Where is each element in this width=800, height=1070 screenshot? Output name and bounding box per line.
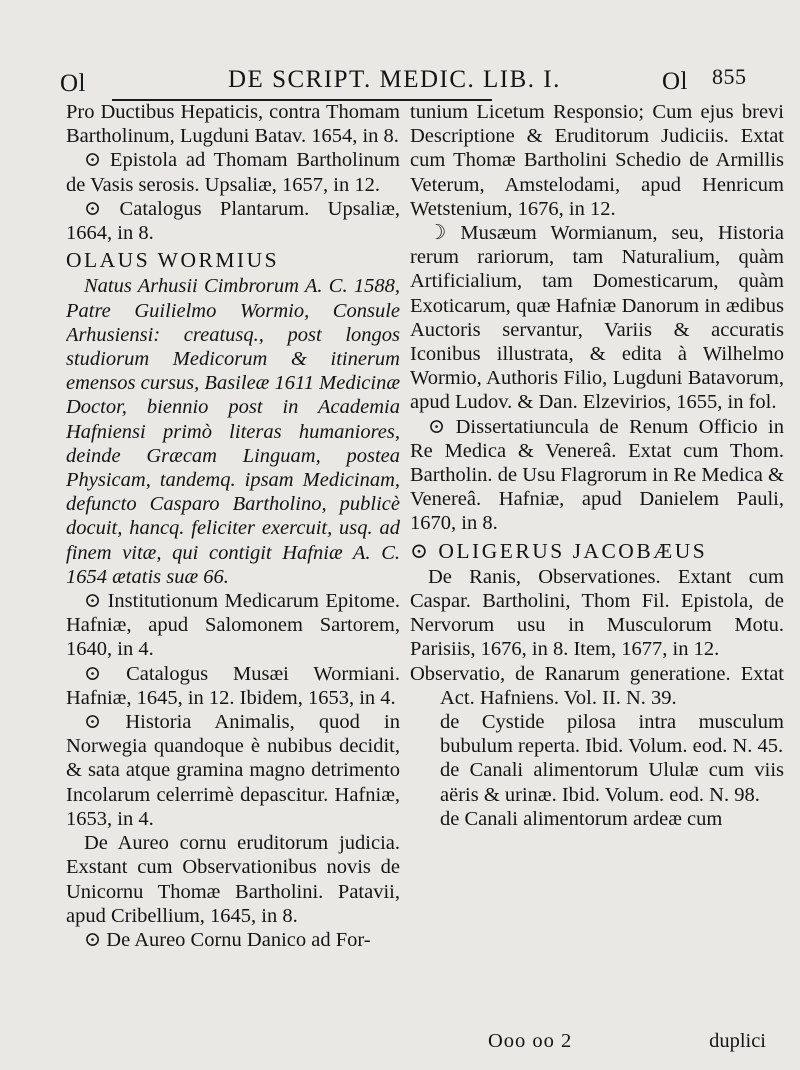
header-title: DE SCRIPT. MEDIC. LIB. I. — [228, 66, 561, 93]
signature-mark: Ooo oo 2 — [488, 1030, 573, 1052]
sub-entry: de Canali alimentorum ardeæ cum — [440, 807, 723, 830]
running-header — [60, 62, 765, 98]
left-column — [66, 100, 400, 1045]
work-entry: De Aureo cornu eruditorum judicia. Exstant cum Observationibus novis de Unicornu Thomæ Bartholini. Patavii, apud Cribellium, 1645, in 8. — [66, 832, 400, 927]
sub-entry: de Cystide pilosa intra musculum bubulum reperta. Ibid. Volum. eod. N. 45. — [440, 711, 784, 758]
work-entry: Observatio, de Ranarum generatione. Extat Act. Hafniens. Vol. II. N. 39. — [410, 662, 784, 709]
author-heading: OLAUS WORMIUS — [66, 248, 280, 273]
page-footer — [480, 1030, 780, 1058]
header-right-mark: Ol — [662, 68, 688, 95]
entry-text: ⊙ Epistola ad Thomam Bartholinum de Vasis serosis. Upsaliæ, 1657, in 12. — [66, 149, 400, 196]
entry-text: ⊙ Catalogus Plantarum. Upsaliæ, 1664, in 8. — [66, 197, 400, 245]
header-left-mark: Ol — [60, 70, 86, 97]
work-entry: ⊙ Catalogus Musæi Wormiani. Hafniæ, 1645, in 12. Ibidem, 1653, in 4. — [66, 662, 400, 709]
entry-text: ☽ Musæum Wormianum, seu, Historia rerum rariorum, tam Naturalium, quàm Artificialium, tam Domesticarum, quàm Exoticarum, quæ Hafniæ Danorum in ædibus Auctoris servantur, Variis & accuratis Iconibus illustrata, & edita à Wilhelmo Wormio, Authoris Filio, Lugduni Batavorum, apud Ludov. & Dan. Elzevirios, 1655, in fol. — [410, 222, 784, 414]
work-entry: ⊙ De Aureo Cornu Danico ad For- — [84, 928, 371, 951]
author-heading: ⊙ OLIGERUS JACOBÆUS — [410, 538, 708, 563]
work-entry: De Ranis, Observationes. Extant cum Caspar. Bartholini, Thom Fil. Epistola, de Nervorum usu in Musculorum Motu. Parisiis, 1676, in 8. Item, 1677, in 12. — [410, 565, 784, 661]
right-column — [410, 100, 784, 1045]
sub-entry: de Canali alimentorum Ululæ cum viis aëris & urinæ. Ibid. Volum. eod. N. 98. — [440, 759, 784, 806]
author-biography: Natus Arhusii Cimbrorum A. C. 1588, Patre Guilielmo Wormio, Consule Arhusiensi: creatusq., post longos studiorum Medicorum & itinerum emensos cursus, Basileæ 1611 Medicinæ Doctor, biennio post in Academia Hafniensi primò literas humaniores, deinde Græcam Linguam, postea Physicam, tandemq. ipsam Medicinam, defuncto Casparo Bartholino, publicè docuit, hancq. feliciter exercuit, usq. ad finem vitæ, qui contigit Hafniæ A. C. 1654 ætatis suæ 66. — [66, 275, 400, 588]
catchword: duplici — [709, 1030, 766, 1052]
work-entry: ⊙ Historia Animalis, quod in Norwegia quandoque è nubibus decidit, & sata atque gramina magno detrimento Incolarum celerrimè depascitur. Hafniæ, 1653, in 4. — [66, 711, 400, 830]
work-entry: ⊙ Institutionum Medicarum Epitome. Hafniæ, apud Salomonem Sartorem, 1640, in 4. — [66, 590, 400, 661]
entry-text: tunium Licetum Responsio; Cum ejus brevi Descriptione & Eruditorum Judiciis. Extat cum Thomæ Bartholini Schedio de Armillis Veterum, Amstelodami, apud Henricum Wetstenium, 1676, in 12. — [410, 101, 784, 220]
entry-text: Pro Ductibus Hepaticis, contra Thomam Bartholinum, Lugduni Batav. 1654, in 8. — [66, 101, 400, 148]
page-number: 855 — [712, 64, 747, 89]
entry-text: ⊙ Dissertatiuncula de Renum Officio in Re Medica & Venereâ. Extat cum Thom. Bartholin. de Usu Flagrorum in Re Medica & Venereâ. Hafniæ, apud Danielem Pauli, 1670, in 8. — [410, 415, 784, 535]
